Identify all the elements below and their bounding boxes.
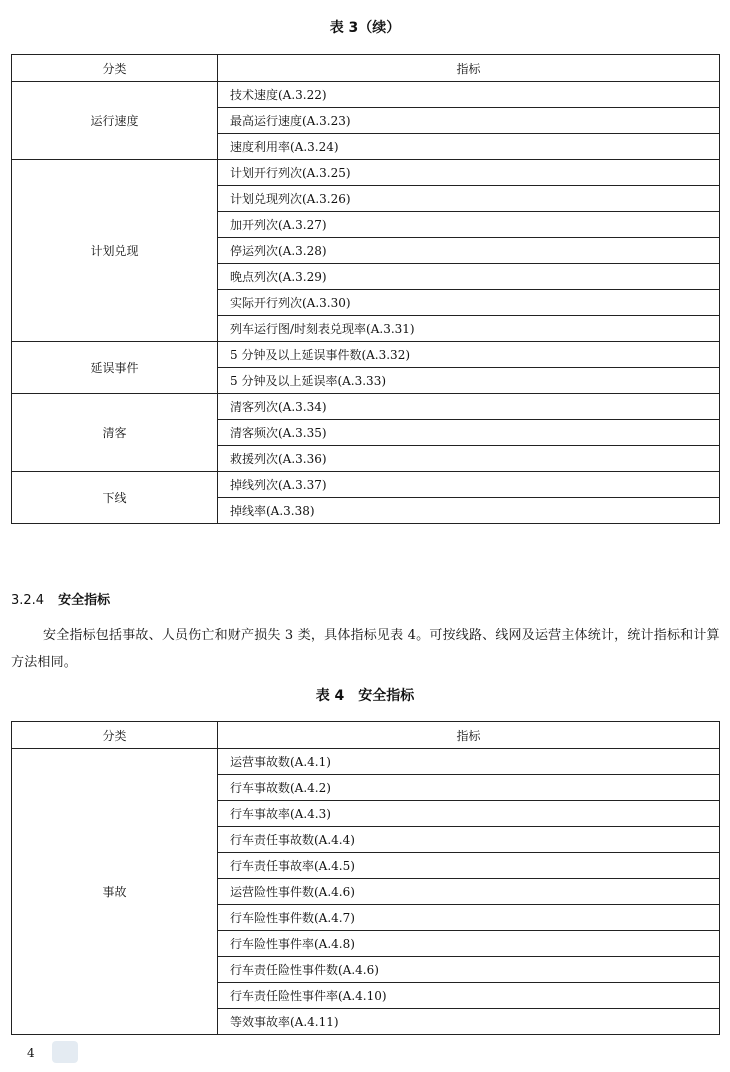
table3-header-indicator: 指标 xyxy=(218,55,720,82)
table-row xyxy=(12,749,720,775)
indicator-cell: 等效事故率(A.4.11) xyxy=(218,1009,720,1035)
section-number: 3.2.4 xyxy=(11,593,45,608)
section-paragraph: 安全指标包括事故、人员伤亡和财产损失 3 类，具体指标见表 4。可按线路、线网及运营主体统计，统计指标和计算方法相同。 xyxy=(11,628,720,670)
indicator-cell: 计划兑现列次(A.3.26) xyxy=(218,186,720,212)
table-row xyxy=(12,342,720,368)
section-heading xyxy=(11,589,110,608)
table4-caption: 表 4 安全指标 xyxy=(315,688,415,704)
indicator-cell: 行车事故数(A.4.2) xyxy=(218,775,720,801)
indicator-cell: 行车责任事故数(A.4.4) xyxy=(218,827,720,853)
indicator-cell: 技术速度(A.3.22) xyxy=(218,82,720,108)
indicator-cell: 晚点列次(A.3.29) xyxy=(218,264,720,290)
indicator-cell: 速度利用率(A.3.24) xyxy=(218,134,720,160)
section-title: 安全指标 xyxy=(58,593,111,608)
indicator-cell: 行车责任险性事件率(A.4.10) xyxy=(218,983,720,1009)
table4 xyxy=(11,721,720,1035)
indicator-cell: 行车责任事故率(A.4.5) xyxy=(218,853,720,879)
table3-header-row xyxy=(12,55,720,82)
indicator-cell: 实际开行列次(A.3.30) xyxy=(218,290,720,316)
indicator-cell: 行车事故率(A.4.3) xyxy=(218,801,720,827)
category-cell: 下线 xyxy=(12,472,218,524)
table4-header-indicator: 指标 xyxy=(218,722,720,749)
indicator-cell: 停运列次(A.3.28) xyxy=(218,238,720,264)
table3-caption: 表 3（续） xyxy=(329,20,401,36)
indicator-cell: 运营事故数(A.4.1) xyxy=(218,749,720,775)
table-row xyxy=(12,472,720,498)
indicator-cell: 加开列次(A.3.27) xyxy=(218,212,720,238)
table3-header-category: 分类 xyxy=(12,55,218,82)
category-cell: 事故 xyxy=(12,749,218,1035)
indicator-cell: 行车险性事件数(A.4.7) xyxy=(218,905,720,931)
table-row xyxy=(12,160,720,186)
indicator-cell: 清客频次(A.3.35) xyxy=(218,420,720,446)
category-cell: 计划兑现 xyxy=(12,160,218,342)
table-row xyxy=(12,82,720,108)
indicator-cell: 行车责任险性事件数(A.4.6) xyxy=(218,957,720,983)
indicator-cell: 5 分钟及以上延误率(A.3.33) xyxy=(218,368,720,394)
indicator-cell: 行车险性事件率(A.4.8) xyxy=(218,931,720,957)
category-cell: 延误事件 xyxy=(12,342,218,394)
category-cell: 清客 xyxy=(12,394,218,472)
indicator-cell: 掉线列次(A.3.37) xyxy=(218,472,720,498)
page-number: 4 xyxy=(27,1046,35,1060)
category-cell: 运行速度 xyxy=(12,82,218,160)
table-row xyxy=(12,394,720,420)
indicator-cell: 最高运行速度(A.3.23) xyxy=(218,108,720,134)
table4-header-row xyxy=(12,722,720,749)
watermark-logo xyxy=(52,1041,78,1063)
table3 xyxy=(11,54,720,524)
indicator-cell: 运营险性事件数(A.4.6) xyxy=(218,879,720,905)
indicator-cell: 列车运行图/时刻表兑现率(A.3.31) xyxy=(218,316,720,342)
table4-header-category: 分类 xyxy=(12,722,218,749)
indicator-cell: 掉线率(A.3.38) xyxy=(218,498,720,524)
indicator-cell: 计划开行列次(A.3.25) xyxy=(218,160,720,186)
indicator-cell: 救援列次(A.3.36) xyxy=(218,446,720,472)
indicator-cell: 清客列次(A.3.34) xyxy=(218,394,720,420)
indicator-cell: 5 分钟及以上延误事件数(A.3.32) xyxy=(218,342,720,368)
